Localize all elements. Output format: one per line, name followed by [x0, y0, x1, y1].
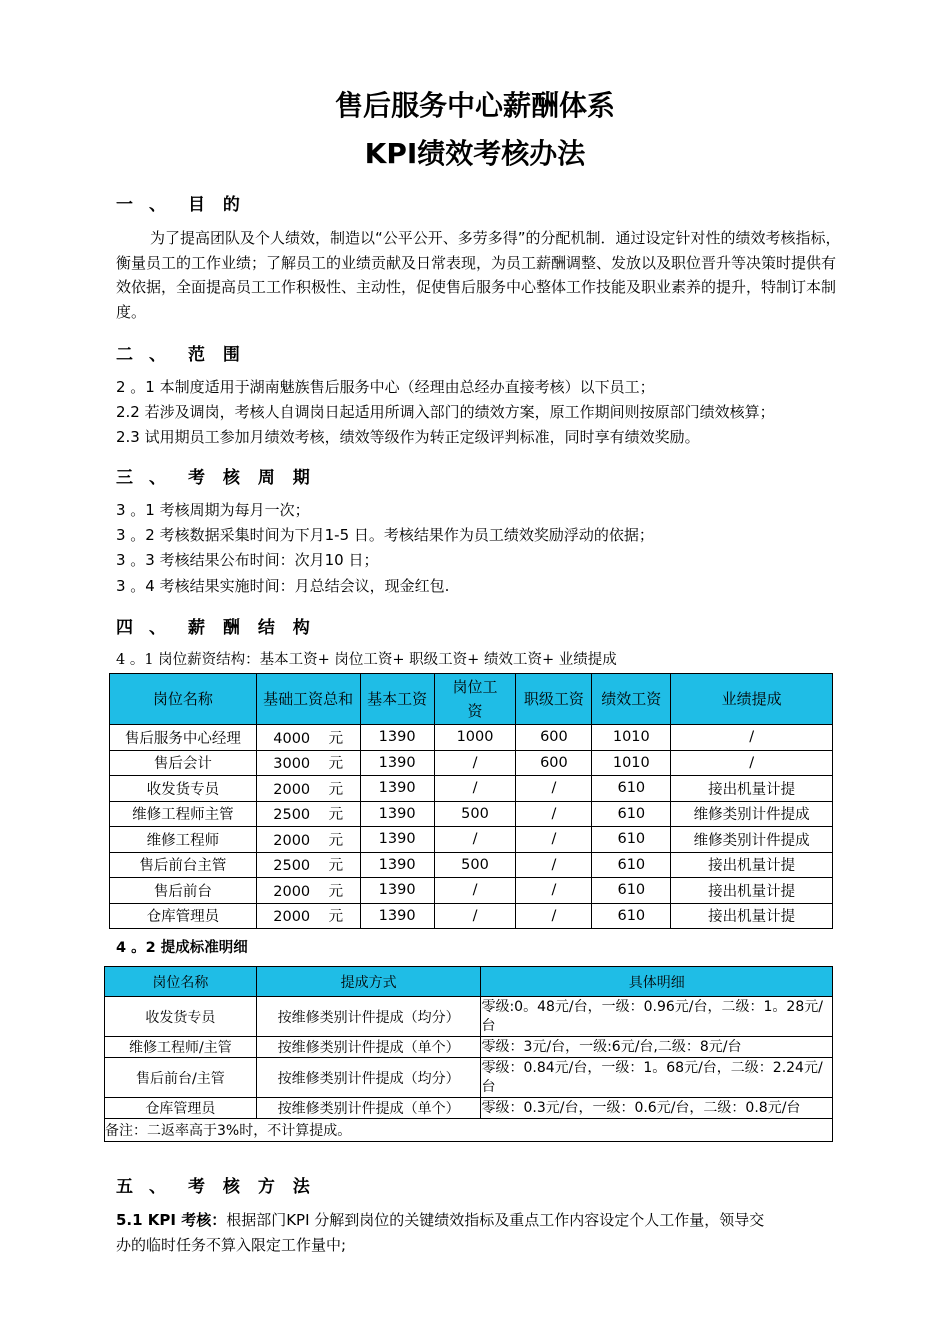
- purpose-paragraph: 为了提高团队及个人绩效，制造以“公平公开、多劳多得”的分配机制．通过设定针对性的绩效考核指标，衡量员工的工作业绩；了解员工的业绩贡献及日常表现，为员工薪酬调整、发放以及职位晋升等决策时提供有效依据，全面提高员工工作积极性、主动性，促使售后服务中心整体工作技能及职业素养的提升，特制订本制度。: [116, 229, 841, 321]
- table-cell: 维修工程师主管: [110, 801, 257, 827]
- table-cell: 610: [592, 878, 671, 904]
- table-cell: 1390: [360, 801, 434, 827]
- column-header: 岗位名称: [105, 967, 257, 997]
- table-cell: 610: [592, 903, 671, 929]
- table-cell: 600: [516, 725, 592, 751]
- scope-item: 2 。1 本制度适用于湖南魅族售后服务中心（经理由总经办直接考核）以下员工；: [116, 378, 655, 396]
- table-cell: 收发货专员: [105, 997, 257, 1037]
- table-row: [110, 827, 833, 853]
- table-cell: 1390: [360, 750, 434, 776]
- table-cell: 1390: [360, 852, 434, 878]
- table-cell: /: [434, 776, 516, 802]
- table-note: 备注：二返率高于3%时，不计算提成。: [105, 1119, 833, 1142]
- table-cell: 4000 元: [256, 725, 360, 751]
- section-number: 一: [116, 195, 133, 215]
- table-cell: 610: [592, 776, 671, 802]
- table-cell: 售后服务中心经理: [110, 725, 257, 751]
- table-cell: 2500 元: [256, 852, 360, 878]
- table-cell: 2000 元: [256, 827, 360, 853]
- table-cell: 维修工程师: [110, 827, 257, 853]
- table-cell: /: [516, 776, 592, 802]
- section-heading-purpose: [116, 190, 246, 215]
- table-cell: 1390: [360, 878, 434, 904]
- table-cell: 售后前台/主管: [105, 1058, 257, 1098]
- section-heading-method: [116, 1172, 316, 1197]
- commission-heading: 4 。2 提成标准明细: [116, 940, 248, 956]
- method-line: [116, 1209, 764, 1230]
- table-cell: 600: [516, 750, 592, 776]
- column-header: 提成方式: [256, 967, 481, 997]
- column-header: 业绩提成: [671, 674, 833, 725]
- table-cell: 零级：0.84元/台，一级：1。68元/台，二级：2.24元/台: [481, 1058, 833, 1098]
- section-title: 目 的: [188, 195, 246, 215]
- table-cell: 1010: [592, 725, 671, 751]
- cycle-item: 3 。3 考核结果公布时间：次月10 日；: [116, 551, 379, 569]
- table-cell: 维修类别计件提成: [671, 827, 833, 853]
- cycle-item: 3 。4 考核结果实施时间：月总结会议，现金红包.: [116, 577, 450, 595]
- table-cell: 610: [592, 852, 671, 878]
- table-cell: 按维修类别计件提成（均分）: [256, 1058, 481, 1098]
- table-cell: 仓库管理员: [110, 903, 257, 929]
- cycle-item: 3 。1 考核周期为每月一次；: [116, 501, 310, 519]
- section-heading-cycle: [116, 463, 316, 488]
- section-separator: 、: [149, 468, 166, 488]
- table-cell: 接出机量计提: [671, 903, 833, 929]
- doc-subtitle: KPI绩效考核办法: [364, 137, 586, 170]
- table-cell: 2500 元: [256, 801, 360, 827]
- table-header-row: [110, 674, 833, 725]
- table-row: [105, 1058, 833, 1098]
- table-cell: 售后前台: [110, 878, 257, 904]
- table-cell: 1390: [360, 725, 434, 751]
- table-cell: 按维修类别计件提成（单个）: [256, 1098, 481, 1119]
- table-cell: /: [671, 750, 833, 776]
- section-heading-scope: [116, 340, 246, 365]
- table-cell: 售后前台主管: [110, 852, 257, 878]
- column-header: 绩效工资: [592, 674, 671, 725]
- table-cell: /: [434, 903, 516, 929]
- section-number: 三: [116, 468, 133, 488]
- table-row: [110, 903, 833, 929]
- method-line-2: 办的临时任务不算入限定工作量中;: [116, 1236, 347, 1254]
- scope-item: 2.3 试用期员工参加月绩效考核，绩效等级作为转正定级评判标准，同时享有绩效奖励。: [116, 428, 700, 446]
- table-cell: 1000: [434, 725, 516, 751]
- table-cell: 维修工程师/主管: [105, 1037, 257, 1058]
- table-row: [105, 1037, 833, 1058]
- section-number: 四: [116, 618, 133, 638]
- table-cell: /: [516, 801, 592, 827]
- table-cell: 按维修类别计件提成（单个）: [256, 1037, 481, 1058]
- cycle-item: 3 。2 考核数据采集时间为下月1-5 日。考核结果作为员工绩效奖励浮动的依据；: [116, 526, 654, 544]
- table-cell: /: [434, 878, 516, 904]
- table-cell: /: [671, 725, 833, 751]
- table-cell: 零级：3元/台，一级:6元/台,二级：8元/台: [481, 1037, 833, 1058]
- table-cell: 售后会计: [110, 750, 257, 776]
- section-separator: 、: [149, 195, 166, 215]
- table-cell: /: [516, 852, 592, 878]
- table-cell: 1390: [360, 827, 434, 853]
- table-cell: 1010: [592, 750, 671, 776]
- table-cell: /: [516, 878, 592, 904]
- table-cell: /: [516, 827, 592, 853]
- table-cell: 按维修类别计件提成（均分）: [256, 997, 481, 1037]
- table-cell: /: [434, 827, 516, 853]
- table-row: [110, 725, 833, 751]
- table-cell: 仓库管理员: [105, 1098, 257, 1119]
- table-row: [105, 997, 833, 1037]
- method-text: 根据部门KPI 分解到岗位的关键绩效指标及重点工作内容设定个人工作量，领导交: [226, 1211, 765, 1229]
- table-cell: 610: [592, 801, 671, 827]
- table-row: [110, 801, 833, 827]
- table-cell: 1390: [360, 776, 434, 802]
- table-cell: 接出机量计提: [671, 852, 833, 878]
- section-number: 二: [116, 345, 133, 365]
- table-cell: 500: [434, 852, 516, 878]
- table-cell: 收发货专员: [110, 776, 257, 802]
- table-row: [105, 1098, 833, 1119]
- table-row: [110, 776, 833, 802]
- table-cell: 接出机量计提: [671, 878, 833, 904]
- table-row: [110, 878, 833, 904]
- column-header: 岗位工资: [434, 674, 516, 725]
- section-title: 考 核 方 法: [188, 1177, 316, 1197]
- section-separator: 、: [149, 345, 166, 365]
- column-header: 岗位名称: [110, 674, 257, 725]
- salary-table: [109, 673, 833, 929]
- table-cell: 接出机量计提: [671, 776, 833, 802]
- section-separator: 、: [149, 618, 166, 638]
- table-cell: /: [516, 903, 592, 929]
- method-label: 5.1 KPI 考核：: [116, 1211, 227, 1229]
- commission-table: [104, 966, 833, 1142]
- table-cell: 零级：0.3元/台，一级：0.6元/台，二级：0.8元/台: [481, 1098, 833, 1119]
- table-cell: 维修类别计件提成: [671, 801, 833, 827]
- table-cell: 1390: [360, 903, 434, 929]
- section-title: 薪 酬 结 构: [188, 618, 316, 638]
- section-number: 五: [116, 1177, 133, 1197]
- column-header: 基本工资: [360, 674, 434, 725]
- table-row: [110, 852, 833, 878]
- section-separator: 、: [149, 1177, 166, 1197]
- table-cell: 610: [592, 827, 671, 853]
- table-cell: 2000 元: [256, 776, 360, 802]
- column-header: 基础工资总和: [256, 674, 360, 725]
- table-cell: 零级:0。48元/台，一级：0.96元/台，二级：1。28元/台: [481, 997, 833, 1037]
- scope-item: 2.2 若涉及调岗，考核人自调岗日起适用所调入部门的绩效方案，原工作期间则按原部门绩效核算；: [116, 403, 775, 421]
- table-cell: 2000 元: [256, 903, 360, 929]
- section-title: 考 核 周 期: [188, 468, 316, 488]
- table-cell: 3000 元: [256, 750, 360, 776]
- table-row: [110, 750, 833, 776]
- table-cell: 2000 元: [256, 878, 360, 904]
- column-header: 职级工资: [516, 674, 592, 725]
- table-header-row: [105, 967, 833, 997]
- table-note-row: [105, 1119, 833, 1142]
- section-title: 范 围: [188, 345, 246, 365]
- section-heading-salary: [116, 613, 316, 638]
- table-cell: /: [434, 750, 516, 776]
- salary-structure-line: 4 。1 岗位薪资结构：基本工资+ 岗位工资+ 职级工资+ 绩效工资+ 业绩提成: [116, 652, 617, 668]
- doc-title: 售后服务中心薪酬体系: [334, 89, 615, 122]
- column-header: 具体明细: [481, 967, 833, 997]
- table-cell: 500: [434, 801, 516, 827]
